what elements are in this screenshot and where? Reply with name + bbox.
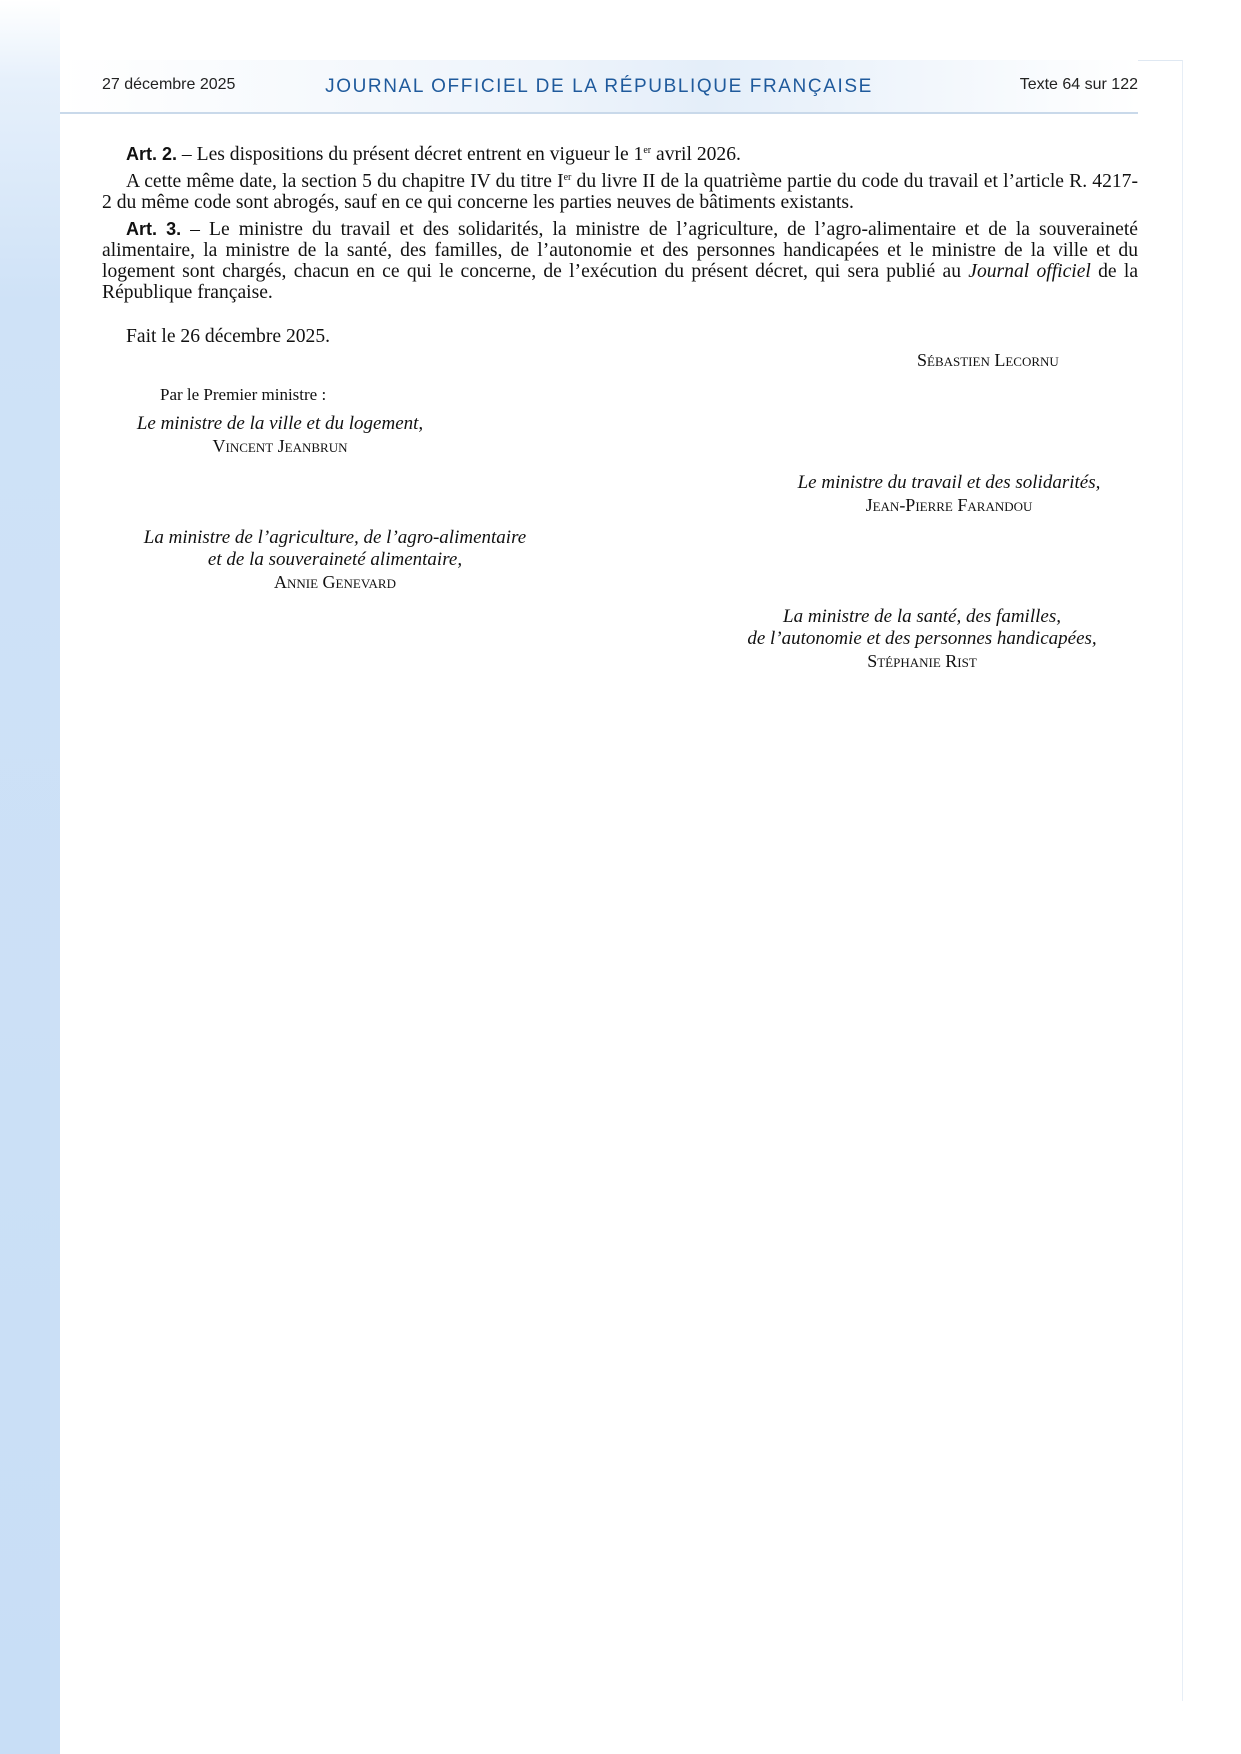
signature-ville-name: Vincent Jeanbrun: [212, 436, 348, 456]
fait-le: Fait le 26 décembre 2025.: [126, 326, 331, 347]
signature-agriculture-name: Annie Genevard: [274, 572, 396, 592]
signature-travail-role: Le ministre du travail et des solidarités,: [797, 472, 1101, 493]
signature-ville: [102, 413, 458, 457]
art2-sup: er: [643, 145, 652, 156]
signature-agriculture: [102, 527, 568, 593]
par-le-premier-ministre: Par le Premier ministre :: [160, 385, 327, 404]
art3-text: Le ministre du travail et des solidarités, la ministre de l’agriculture, de l’agro-alimentaire et de la souveraineté alimentaire, la ministre de la santé, des familles, de l’autonomie et des personnes handicapées et le ministre de la ville et du logement sont chargés, chacun en ce qui le concerne, de l’exécution du présent décret, qui sera publié au: [102, 219, 1139, 282]
header-journal-title: JOURNAL OFFICIEL DE LA RÉPUBLIQUE FRANÇAISE: [325, 76, 873, 97]
signature-ville-role: Le ministre de la ville et du logement,: [136, 413, 424, 434]
art2-paragraph: [102, 144, 1138, 165]
art2-dash: –: [177, 144, 197, 165]
art3-dash: –: [181, 219, 210, 240]
art3-paragraph: [102, 219, 1138, 303]
art2-para2-sup: er: [563, 172, 572, 183]
art3-label: Art. 3.: [126, 219, 182, 239]
art2-para2-part2: du livre II de la quatrième partie du code du travail et l’article R. 4217-2 du même code sont abrogés, sauf en ce qui concerne les parties neuves de bâtiments existants.: [102, 171, 1138, 213]
art2-paragraph-2: [102, 171, 1138, 213]
signature-travail-name: Jean-Pierre Farandou: [865, 495, 1033, 515]
art3-text-end: de la République française.: [102, 261, 1139, 303]
signature-sante-role-line2: de l’autonomie et des personnes handicapées,: [747, 628, 1097, 649]
signature-agriculture-role-line1: La ministre de l’agriculture, de l’agro-alimentaire: [143, 527, 527, 548]
page-header: [60, 60, 1138, 114]
signature-travail: [760, 472, 1138, 516]
header-texte-number: Texte 64 sur 122: [1019, 76, 1138, 93]
signature-agriculture-role-line2: et de la souveraineté alimentaire,: [207, 549, 463, 570]
header-date: 27 décembre 2025: [102, 76, 236, 93]
art2-text: Les dispositions du présent décret entrent en vigueur le 1: [196, 144, 644, 165]
art2-para2-part1: A cette même date, la section 5 du chapitre IV du titre I: [126, 171, 564, 192]
signature-sante: [706, 606, 1138, 672]
art2-text-after: avril 2026.: [651, 144, 741, 165]
signature-sante-role-line1: La ministre de la santé, des familles,: [783, 606, 1061, 627]
prime-minister-name: Sébastien Lecornu: [917, 350, 1059, 370]
side-band: [0, 0, 60, 1754]
art2-label: Art. 2.: [126, 144, 178, 164]
art3-journal-italic: Journal officiel: [968, 261, 1091, 282]
signature-sante-name: Stéphanie Rist: [867, 651, 977, 671]
decree-body: [102, 144, 1138, 308]
